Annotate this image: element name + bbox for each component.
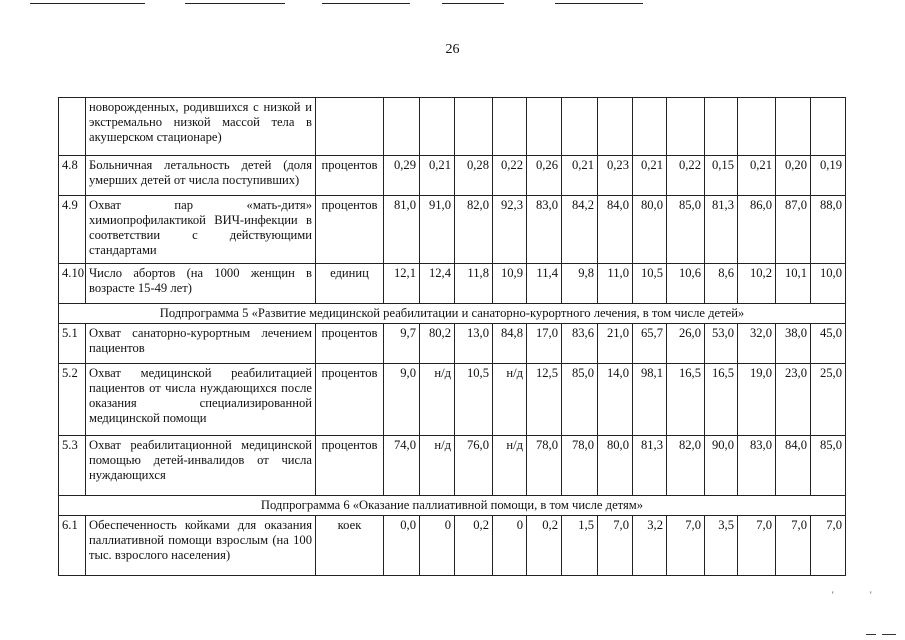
value-cell: 10,6 <box>667 264 705 304</box>
indicator-name: новорожденных, родившихся с низкой и экстремально низкой массой тела в акушерском стационаре) <box>86 98 316 156</box>
value-cell: 25,0 <box>811 364 846 436</box>
value-cell <box>455 98 493 156</box>
scan-mark <box>866 634 876 635</box>
page-number: 26 <box>445 42 460 57</box>
value-cell <box>776 98 811 156</box>
row-number: 6.1 <box>59 516 86 576</box>
value-cell: 81,3 <box>633 436 667 496</box>
value-cell: 82,0 <box>667 436 705 496</box>
value-cell: 16,5 <box>667 364 705 436</box>
section-title: Подпрограмма 6 «Оказание паллиативной помощи, в том числе детям» <box>59 496 846 516</box>
table-row <box>59 196 846 264</box>
value-cell: 9,0 <box>384 364 420 436</box>
unit-cell: коек <box>316 516 384 576</box>
value-cell: 91,0 <box>420 196 455 264</box>
value-cell: 65,7 <box>633 324 667 364</box>
value-cell: 80,2 <box>420 324 455 364</box>
value-cell: 0 <box>420 516 455 576</box>
value-cell: 10,2 <box>738 264 776 304</box>
value-cell: 9,8 <box>562 264 598 304</box>
section-row <box>59 304 846 324</box>
indicator-name: Охват санаторно-курортным лечением пациентов <box>86 324 316 364</box>
value-cell: н/д <box>420 436 455 496</box>
value-cell: 0,26 <box>527 156 562 196</box>
value-cell: 90,0 <box>705 436 738 496</box>
value-cell: 3,5 <box>705 516 738 576</box>
value-cell: 0,0 <box>384 516 420 576</box>
value-cell: 10,5 <box>455 364 493 436</box>
value-cell: 88,0 <box>811 196 846 264</box>
value-cell: 0,21 <box>738 156 776 196</box>
value-cell: 83,0 <box>527 196 562 264</box>
indicator-name: Больничная летальность детей (доля умерших детей от числа поступивших) <box>86 156 316 196</box>
value-cell: 85,0 <box>562 364 598 436</box>
value-cell: 11,8 <box>455 264 493 304</box>
header-rule <box>555 3 643 4</box>
scan-mark <box>882 634 896 635</box>
table-row <box>59 264 846 304</box>
value-cell: 86,0 <box>738 196 776 264</box>
value-cell: 7,0 <box>776 516 811 576</box>
value-cell: 0,2 <box>527 516 562 576</box>
value-cell: 84,0 <box>776 436 811 496</box>
value-cell: 0,29 <box>384 156 420 196</box>
value-cell <box>633 98 667 156</box>
value-cell: 11,0 <box>598 264 633 304</box>
scan-mark: ' <box>832 590 834 600</box>
value-cell: 84,2 <box>562 196 598 264</box>
header-rule <box>185 3 285 4</box>
unit-cell <box>316 98 384 156</box>
value-cell: 53,0 <box>705 324 738 364</box>
table-row <box>59 98 846 156</box>
section-title: Подпрограмма 5 «Развитие медицинской реабилитации и санаторно-курортного лечения, в том числе детей» <box>59 304 846 324</box>
value-cell: 10,9 <box>493 264 527 304</box>
value-cell: 98,1 <box>633 364 667 436</box>
value-cell: 7,0 <box>667 516 705 576</box>
row-number <box>59 98 86 156</box>
value-cell: 87,0 <box>776 196 811 264</box>
header-rule <box>442 3 504 4</box>
value-cell: 12,1 <box>384 264 420 304</box>
value-cell: 0,20 <box>776 156 811 196</box>
unit-cell: процентов <box>316 156 384 196</box>
value-cell: 7,0 <box>598 516 633 576</box>
header-rule <box>30 3 145 4</box>
value-cell: 0,2 <box>455 516 493 576</box>
value-cell: 0,28 <box>455 156 493 196</box>
value-cell: 92,3 <box>493 196 527 264</box>
value-cell: 84,8 <box>493 324 527 364</box>
value-cell: н/д <box>493 436 527 496</box>
value-cell <box>598 98 633 156</box>
value-cell: 0 <box>493 516 527 576</box>
value-cell: 74,0 <box>384 436 420 496</box>
value-cell <box>384 98 420 156</box>
value-cell: 76,0 <box>455 436 493 496</box>
value-cell: 14,0 <box>598 364 633 436</box>
value-cell: 0,15 <box>705 156 738 196</box>
value-cell <box>562 98 598 156</box>
value-cell: 10,1 <box>776 264 811 304</box>
indicators-table <box>58 97 846 576</box>
indicator-name: Число абортов (на 1000 женщин в возрасте 15-49 лет) <box>86 264 316 304</box>
table-row <box>59 156 846 196</box>
value-cell: 26,0 <box>667 324 705 364</box>
value-cell: 78,0 <box>562 436 598 496</box>
section-row <box>59 496 846 516</box>
value-cell: 0,23 <box>598 156 633 196</box>
value-cell: 0,19 <box>811 156 846 196</box>
indicator-name: Обеспеченность койками для оказания паллиативной помощи взрослым (на 100 тыс. взрослого населения) <box>86 516 316 576</box>
row-number: 5.1 <box>59 324 86 364</box>
value-cell: н/д <box>420 364 455 436</box>
value-cell: 9,7 <box>384 324 420 364</box>
value-cell: 7,0 <box>738 516 776 576</box>
row-number: 4.10 <box>59 264 86 304</box>
value-cell: 32,0 <box>738 324 776 364</box>
value-cell <box>420 98 455 156</box>
value-cell: 83,6 <box>562 324 598 364</box>
value-cell: 12,4 <box>420 264 455 304</box>
unit-cell: процентов <box>316 436 384 496</box>
value-cell: 11,4 <box>527 264 562 304</box>
value-cell: 19,0 <box>738 364 776 436</box>
value-cell: 13,0 <box>455 324 493 364</box>
value-cell: 3,2 <box>633 516 667 576</box>
value-cell: 0,22 <box>667 156 705 196</box>
value-cell: 83,0 <box>738 436 776 496</box>
value-cell: 85,0 <box>667 196 705 264</box>
indicator-name: Охват медицинской реабилитацией пациентов от числа нуждающихся после оказания специализированной медицинской помощи <box>86 364 316 436</box>
value-cell: 45,0 <box>811 324 846 364</box>
value-cell: 0,22 <box>493 156 527 196</box>
value-cell: 80,0 <box>633 196 667 264</box>
value-cell: 7,0 <box>811 516 846 576</box>
value-cell: 84,0 <box>598 196 633 264</box>
value-cell <box>667 98 705 156</box>
row-number: 5.3 <box>59 436 86 496</box>
value-cell: 12,5 <box>527 364 562 436</box>
table-row <box>59 516 846 576</box>
value-cell: 8,6 <box>705 264 738 304</box>
header-rule <box>322 3 410 4</box>
unit-cell: процентов <box>316 196 384 264</box>
value-cell: 80,0 <box>598 436 633 496</box>
value-cell: 17,0 <box>527 324 562 364</box>
row-number: 4.8 <box>59 156 86 196</box>
value-cell: 81,0 <box>384 196 420 264</box>
value-cell <box>493 98 527 156</box>
value-cell: 85,0 <box>811 436 846 496</box>
value-cell <box>738 98 776 156</box>
scan-mark: ' <box>870 590 872 600</box>
value-cell <box>527 98 562 156</box>
value-cell: 10,0 <box>811 264 846 304</box>
value-cell: 23,0 <box>776 364 811 436</box>
value-cell: 0,21 <box>420 156 455 196</box>
value-cell: 0,21 <box>633 156 667 196</box>
value-cell: 38,0 <box>776 324 811 364</box>
value-cell <box>705 98 738 156</box>
unit-cell: единиц <box>316 264 384 304</box>
value-cell: н/д <box>493 364 527 436</box>
table-row <box>59 324 846 364</box>
value-cell: 16,5 <box>705 364 738 436</box>
value-cell: 1,5 <box>562 516 598 576</box>
unit-cell: процентов <box>316 324 384 364</box>
row-number: 4.9 <box>59 196 86 264</box>
value-cell <box>811 98 846 156</box>
value-cell: 81,3 <box>705 196 738 264</box>
table-row <box>59 364 846 436</box>
value-cell: 10,5 <box>633 264 667 304</box>
value-cell: 0,21 <box>562 156 598 196</box>
value-cell: 21,0 <box>598 324 633 364</box>
indicator-name: Охват пар «мать-дитя» химиопрофилактикой ВИЧ-инфекции в соответствии с действующими стандартами <box>86 196 316 264</box>
value-cell: 78,0 <box>527 436 562 496</box>
unit-cell: процентов <box>316 364 384 436</box>
value-cell: 82,0 <box>455 196 493 264</box>
table-row <box>59 436 846 496</box>
indicator-name: Охват реабилитационной медицинской помощью детей-инвалидов от числа нуждающихся <box>86 436 316 496</box>
row-number: 5.2 <box>59 364 86 436</box>
